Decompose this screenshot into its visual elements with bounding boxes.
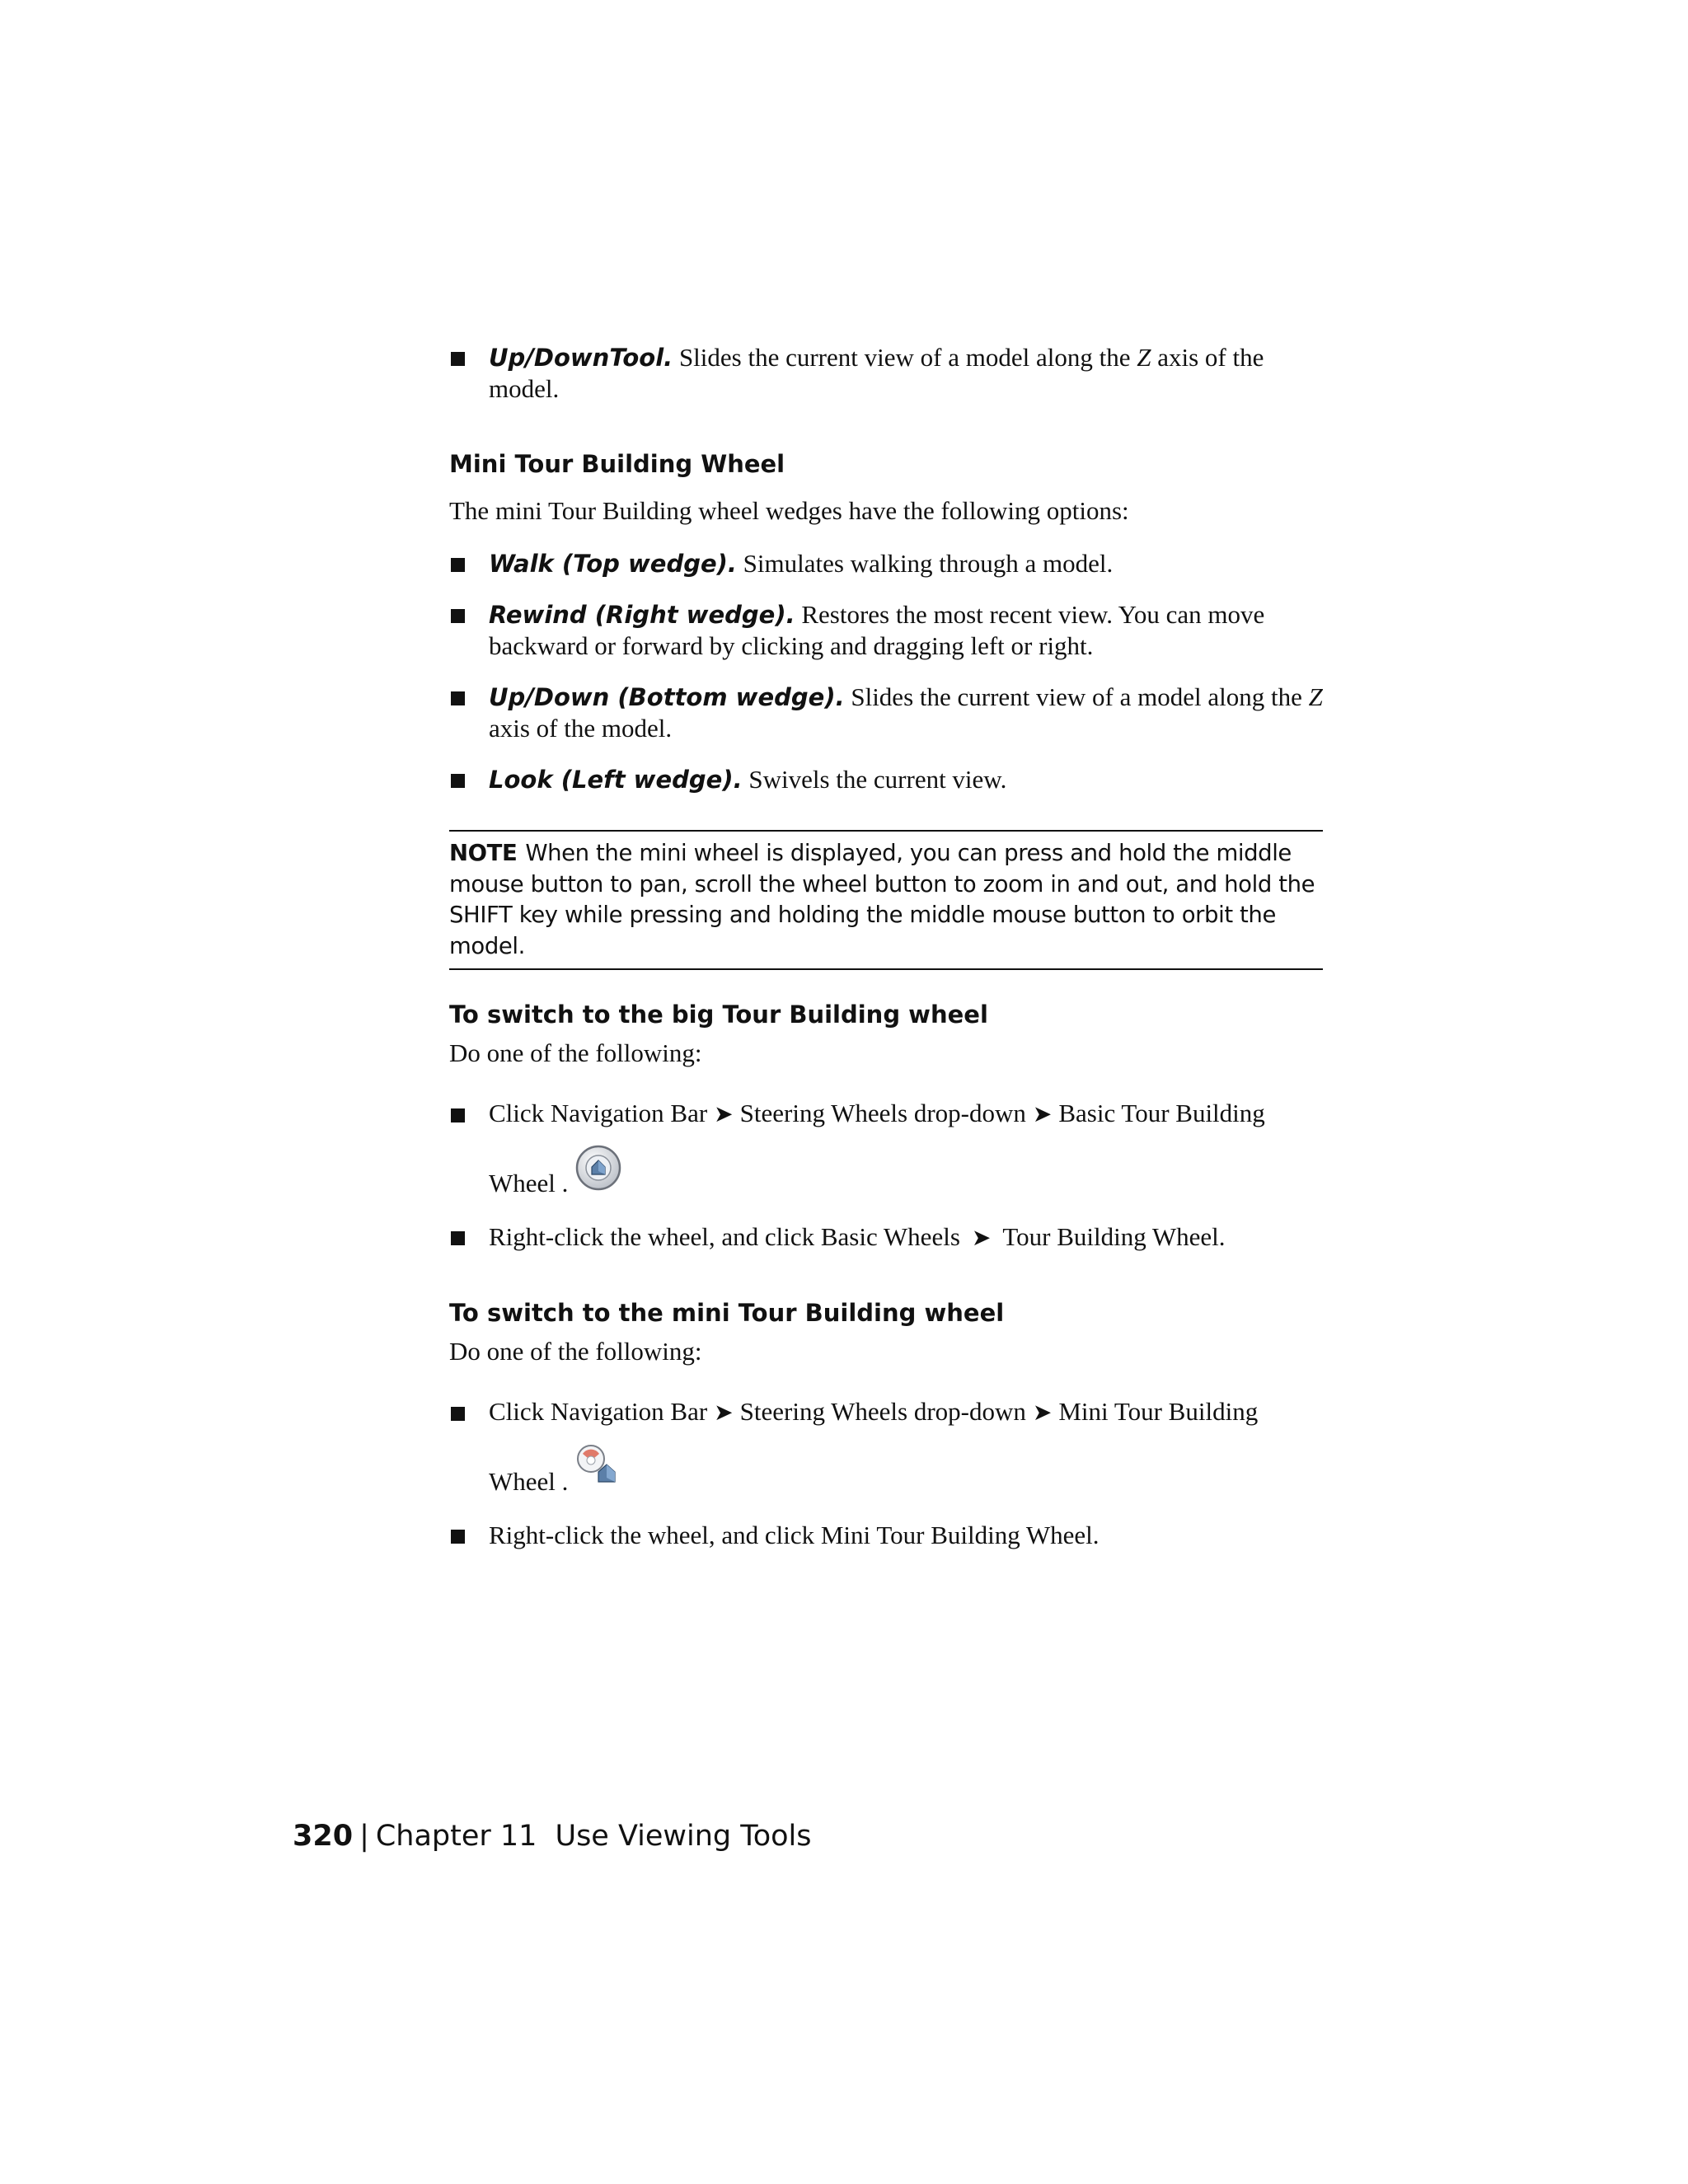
menu-path-part: Tour Building Wheel. — [1002, 1222, 1226, 1251]
note-box — [449, 830, 1323, 970]
bullet-square-icon — [451, 691, 465, 705]
list-item-mini-step1 — [449, 1382, 1323, 1511]
term-updown-tool: Up/DownTool. — [489, 344, 673, 372]
list-item-big-step2 — [449, 1221, 1323, 1254]
list-item-updown-tool — [449, 342, 1323, 405]
list-item-text: Swivels the current view. — [742, 765, 1007, 794]
chapter-title: Use Viewing Tools — [555, 1820, 812, 1853]
intro-paragraph: Do one of the following: — [449, 1038, 702, 1067]
menu-arrow-icon: ➤ — [1032, 1399, 1053, 1426]
list-item-big-step1 — [449, 1084, 1323, 1213]
tour-building-wheel-icon — [574, 1144, 622, 1213]
menu-path-part: Steering Wheels drop-down — [739, 1099, 1026, 1127]
list-item-look — [449, 764, 1323, 795]
bullet-square-icon — [451, 352, 465, 366]
list-item-walk — [449, 548, 1323, 579]
menu-path-part: Right-click the wheel, and click Mini Tour Building Wheel. — [489, 1521, 1100, 1549]
list-item-mini-step2 — [449, 1520, 1323, 1551]
page-footer — [293, 1818, 812, 1854]
intro-paragraph: The mini Tour Building wheel wedges have the following options: — [449, 496, 1129, 525]
list-item-text: axis of the model. — [489, 714, 673, 743]
menu-path-part: Mini Tour Building Wheel . — [489, 1397, 1259, 1496]
chapter-label: Chapter 11 — [375, 1820, 537, 1853]
bullet-square-icon — [451, 774, 465, 788]
page-number: 320 — [293, 1820, 354, 1853]
menu-path-part: Click Navigation Bar — [489, 1397, 708, 1426]
list-item-text: axis of the model. — [489, 343, 1264, 403]
section-heading-mini-tour-wheel: To switch to the mini Tour Building wheel — [449, 1299, 1005, 1327]
bullet-square-icon — [451, 1231, 465, 1245]
bullet-square-icon — [451, 1407, 465, 1421]
list-item-text: Slides the current view of a model along the — [673, 343, 1137, 372]
bullet-square-icon — [451, 1108, 465, 1122]
mini-tour-building-wheel-icon — [574, 1442, 622, 1511]
list-item-rewind — [449, 599, 1323, 662]
page-content — [449, 342, 1323, 1551]
intro-paragraph: Do one of the following: — [449, 1337, 702, 1366]
menu-path-part: Basic Tour Building Wheel . — [489, 1099, 1265, 1197]
bullet-square-icon — [451, 558, 465, 572]
menu-arrow-icon: ➤ — [971, 1224, 992, 1251]
term-rewind: Rewind (Right wedge). — [489, 601, 795, 629]
list-item-text: Simulates walking through a model. — [736, 549, 1114, 578]
list-item-updown-bottom — [449, 682, 1323, 744]
bullet-square-icon — [451, 609, 465, 623]
menu-arrow-icon: ➤ — [1032, 1100, 1053, 1127]
list-item-text: Restores the most recent view. You can move backward or forward by clicking and dragging left or right. — [489, 600, 1265, 660]
menu-arrow-icon: ➤ — [714, 1399, 734, 1426]
term-walk: Walk (Top wedge). — [489, 550, 737, 578]
term-look: Look (Left wedge). — [489, 766, 743, 794]
axis-name: Z — [1308, 682, 1323, 711]
footer-separator: | — [359, 1820, 369, 1853]
menu-path-part: Click Navigation Bar — [489, 1099, 708, 1127]
section-heading-mini-wheel: Mini Tour Building Wheel — [449, 450, 785, 478]
menu-path-part: Right-click the wheel, and click Basic Wheels — [489, 1222, 960, 1251]
bullet-square-icon — [451, 1530, 465, 1544]
term-updown-bottom: Up/Down (Bottom wedge). — [489, 683, 845, 711]
menu-arrow-icon: ➤ — [714, 1100, 734, 1127]
note-label: NOTE — [449, 840, 518, 866]
section-heading-big-wheel: To switch to the big Tour Building wheel — [449, 1001, 988, 1029]
axis-name: Z — [1137, 343, 1151, 372]
list-item-text: Slides the current view of a model along the — [844, 682, 1309, 711]
note-text: When the mini wheel is displayed, you can press and hold the middle mouse button to pan, scroll the wheel button to zoom in and out, and hold the SHIFT key while pressing and holding the middle mouse button to orbit the model. — [449, 840, 1315, 959]
menu-path-part: Steering Wheels drop-down — [739, 1397, 1026, 1426]
